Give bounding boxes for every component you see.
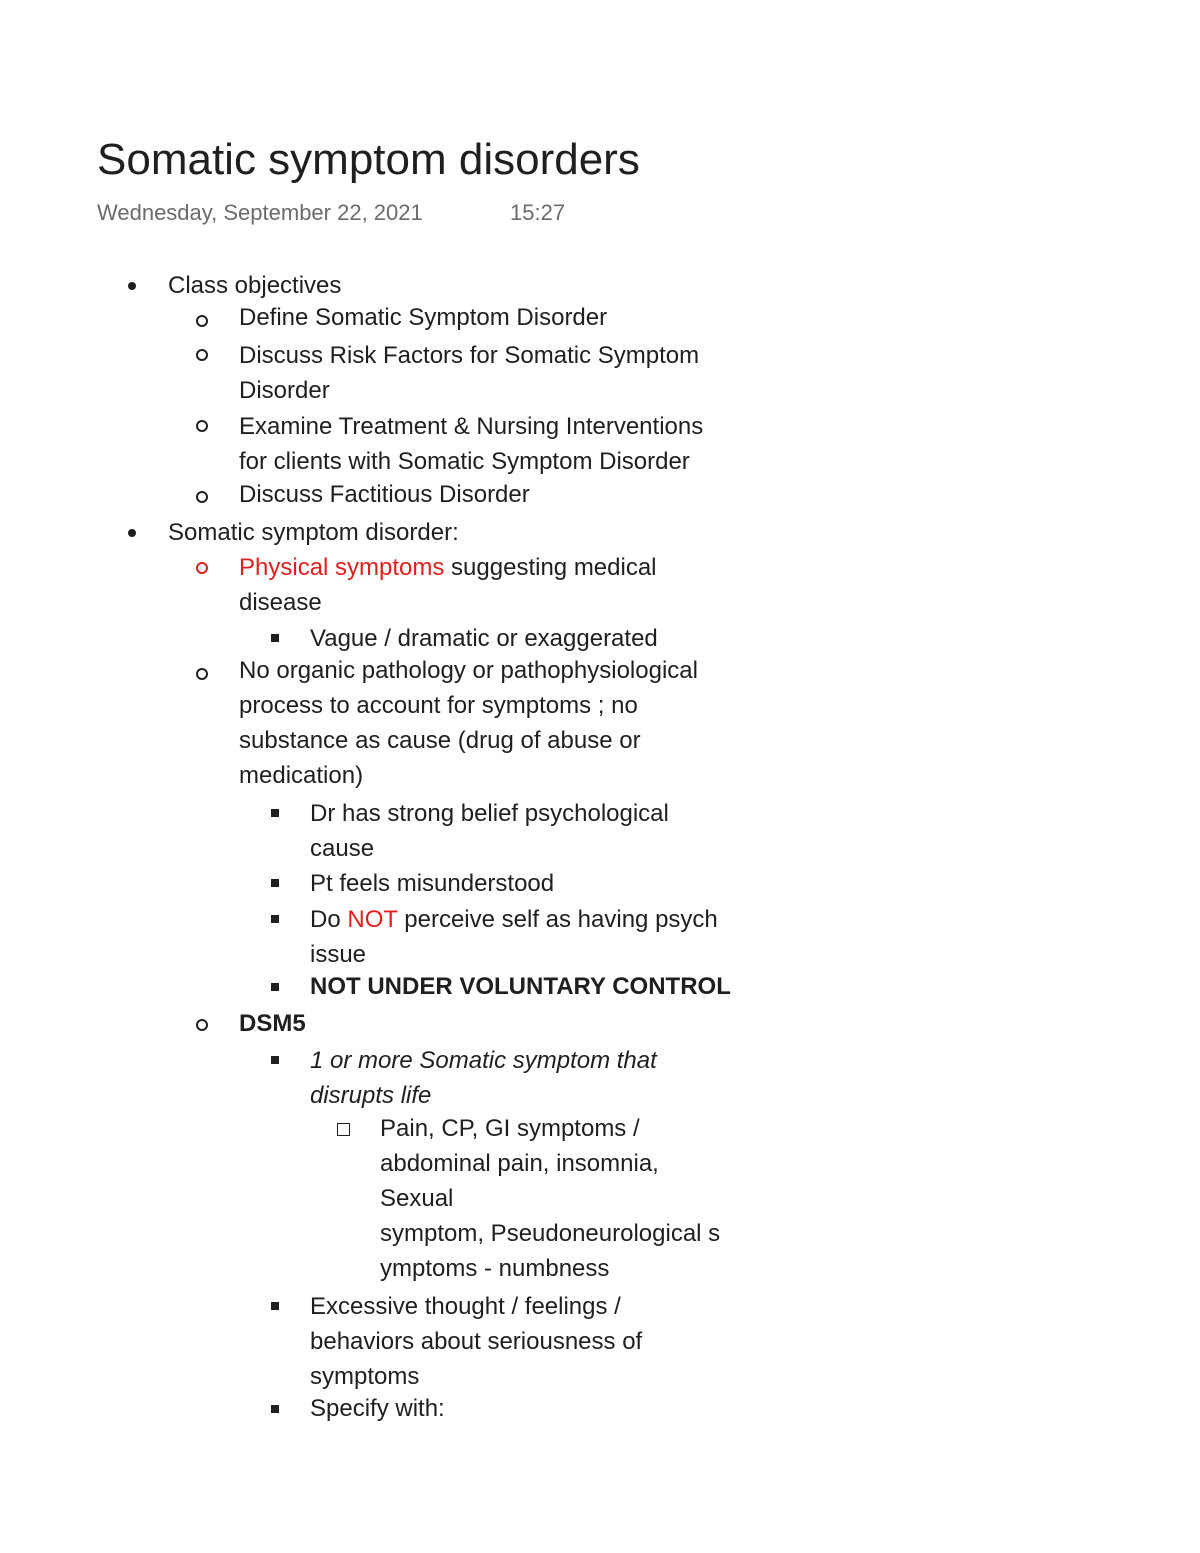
list-item-ssd: Somatic symptom disorder:: [168, 519, 459, 546]
list-item-dr-belief: Dr has strong belief psychological: [310, 800, 669, 827]
list-item-do-not: [310, 902, 718, 937]
list-item-class-objectives: Class objectives: [168, 272, 342, 299]
bullet-square-icon: [271, 983, 279, 991]
bullet-square-icon: [271, 1302, 279, 1310]
bullet-dot-icon: [128, 282, 136, 290]
bullet-circle-icon: [196, 420, 208, 432]
list-item-objective: Discuss Factitious Disorder: [239, 481, 530, 508]
list-item-cont: symptom, Pseudoneurological s: [380, 1220, 721, 1247]
bullet-square-icon: [271, 634, 279, 642]
note-time: 15:27: [510, 200, 566, 225]
list-item-vague: Vague / dramatic or exaggerated: [310, 625, 658, 652]
list-item-cont: disease: [239, 589, 322, 616]
list-item-cont: process to account for symptoms ; no: [239, 692, 638, 719]
list-item-cont: issue: [310, 941, 367, 968]
text-span: suggesting medical: [444, 554, 657, 581]
list-item-objective: Define Somatic Symptom Disorder: [239, 304, 608, 331]
list-item-objective-cont: for clients with Somatic Symptom Disorder: [239, 448, 690, 475]
list-item-cont: abdominal pain, insomnia,: [380, 1150, 659, 1177]
list-item-cont: substance as cause (drug of abuse or: [239, 727, 641, 754]
text-span: Do: [310, 906, 348, 933]
list-item-objective-cont: Disorder: [239, 377, 330, 404]
bullet-square-icon: [271, 1056, 279, 1064]
list-item-cont: Sexual: [380, 1185, 454, 1212]
text-span: perceive self as having psych: [397, 906, 718, 933]
list-item-pt-feels: Pt feels misunderstood: [310, 870, 555, 897]
list-item-cont: cause: [310, 835, 375, 862]
list-item-no-organic: No organic pathology or pathophysiological: [239, 657, 698, 684]
bullet-circle-icon: [196, 668, 208, 680]
page-title: Somatic symptom disorders: [97, 135, 640, 184]
list-item-specify: Specify with:: [310, 1395, 445, 1422]
list-item-physical-symptoms: [239, 550, 657, 585]
list-item-one-or-more: 1 or more Somatic symptom that: [310, 1047, 657, 1074]
bullet-circle-icon: [196, 1019, 208, 1031]
list-item-objective: Discuss Risk Factors for Somatic Symptom: [239, 342, 700, 369]
note-date: Wednesday, September 22, 2021: [97, 200, 423, 225]
list-item-cont: medication): [239, 762, 364, 789]
bullet-circle-icon: [196, 491, 208, 503]
list-item-excessive: Excessive thought / feelings /: [310, 1293, 621, 1320]
bullet-circle-icon: [196, 315, 208, 327]
bullet-hollow-square-icon: [337, 1123, 350, 1136]
list-item-not-voluntary: NOT UNDER VOLUNTARY CONTROL: [310, 973, 731, 1000]
list-item-pain: Pain, CP, GI symptoms /: [380, 1115, 640, 1142]
bullet-circle-red-icon: [196, 562, 208, 574]
bullet-square-icon: [271, 809, 279, 817]
list-item-cont: ymptoms - numbness: [380, 1255, 610, 1282]
highlight-red-text: NOT: [347, 906, 398, 933]
highlight-red-text: Physical symptoms: [239, 554, 445, 581]
list-item-cont: behaviors about seriousness of: [310, 1328, 643, 1355]
list-item-cont: symptoms: [310, 1363, 420, 1390]
list-item-cont: disrupts life: [310, 1082, 432, 1109]
list-item-objective: Examine Treatment & Nursing Interventions: [239, 413, 704, 440]
bullet-circle-icon: [196, 349, 208, 361]
list-item-dsm5: DSM5: [239, 1010, 306, 1037]
bullet-square-icon: [271, 1405, 279, 1413]
bullet-dot-icon: [128, 529, 136, 537]
bullet-square-icon: [271, 879, 279, 887]
bullet-square-icon: [271, 915, 279, 923]
